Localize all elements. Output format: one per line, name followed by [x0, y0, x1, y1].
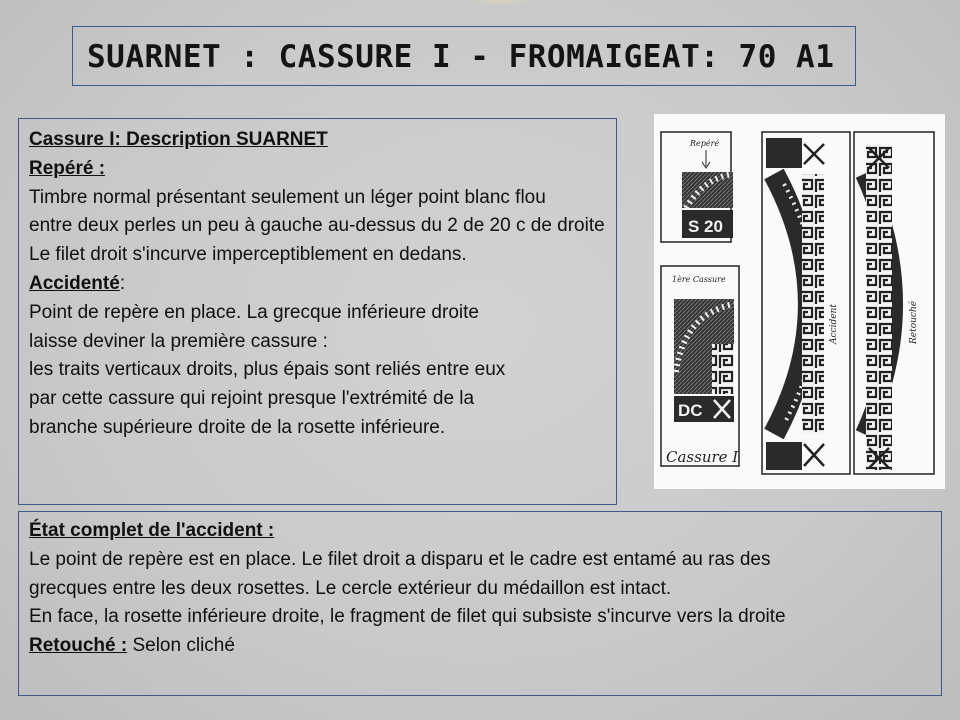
- x-mark-icon: [804, 444, 824, 466]
- down-arrow-icon: [702, 150, 710, 168]
- repere-line-3: Le filet droit s'incurve imperceptiblement en dedans.: [29, 244, 467, 266]
- stamp-detail-figure: [654, 114, 945, 489]
- retouche-drawing-label: Retouché: [909, 300, 919, 344]
- decorative-glow: [455, 0, 545, 6]
- repere-label: Repéré :: [29, 157, 106, 179]
- repere-drawing-label: Repéré: [690, 139, 720, 148]
- repere-line-1: Timbre normal présentant seulement un léger point blanc flou: [29, 186, 546, 208]
- x-mark-icon: [804, 144, 824, 164]
- accidente-line-2: laisse deviner la première cassure :: [29, 330, 328, 352]
- page-title: SUARNET : CASSURE I - FROMAIGEAT: 70 A1: [87, 39, 835, 75]
- greek-key-right: [866, 144, 892, 470]
- accident-drawing-label: Accident: [829, 304, 839, 344]
- retouche-value: Selon cliché: [132, 635, 235, 657]
- retouche-label: Retouché :: [29, 635, 128, 657]
- accident-bottom-band: [766, 442, 802, 470]
- description-heading: Cassure I: Description SUARNET: [29, 129, 328, 150]
- accident-state-line-3: En face, la rosette inférieure droite, le fragment de filet qui subsiste s'incurve vers la droite: [29, 606, 786, 628]
- accidente-line-1: Point de repère en place. La grecque inférieure droite: [29, 301, 479, 323]
- accident-state-box: [18, 511, 942, 696]
- accidente-heading: [29, 270, 606, 299]
- accident-top-band: [766, 138, 802, 168]
- accidente-line-3: les traits verticaux droits, plus épais sont reliés entre eux: [29, 359, 506, 381]
- accident-state-heading: État complet de l'accident :: [29, 520, 275, 541]
- dc-label: DC: [678, 401, 703, 420]
- first-break-drawing-label: 1ère Cassure: [672, 275, 726, 284]
- accidente-colon: :: [119, 272, 126, 294]
- greek-key-middle: [802, 174, 824, 434]
- retouche-row: [29, 632, 931, 661]
- accidente-line-4: par cette cassure qui rejoint presque l'extrémité de la: [29, 388, 475, 410]
- accidente-line-5: branche supérieure droite de la rosette inférieure.: [29, 416, 446, 438]
- description-box: [18, 118, 617, 505]
- greek-key-bottom-left: [712, 344, 734, 394]
- title-box: [72, 26, 856, 86]
- accident-state-line-2: grecques entre les deux rosettes. Le cercle extérieur du médaillon est intact.: [29, 577, 672, 599]
- accident-state-line-1: Le point de repère est en place. Le filet droit a disparu et le cadre est entamé au ras des: [29, 548, 771, 570]
- repere-line-2: entre deux perles un peu à gauche au-dessus du 2 de 20 c de droite: [29, 215, 605, 237]
- cassure-caption: Cassure I: [666, 448, 739, 466]
- accidente-label: Accidenté: [29, 272, 120, 294]
- s20-label: S 20: [688, 217, 723, 236]
- stamp-detail-drawing: [654, 114, 945, 489]
